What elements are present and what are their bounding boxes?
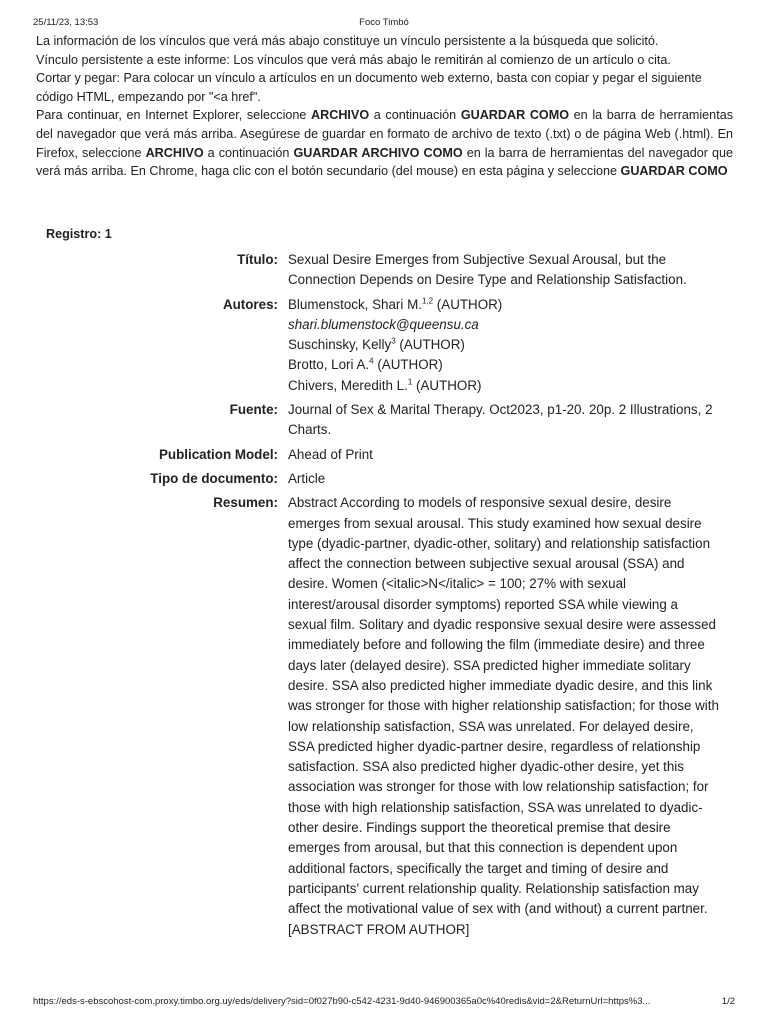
author-list: [288, 295, 720, 396]
author-role: (AUTHOR): [373, 357, 443, 373]
author-name: Suschinsky, Kelly: [288, 337, 392, 353]
abstract-text: Abstract According to models of responsive sexual desire, desire emerges from sexual arousal. This study examined how sexual desire type (dyadic-partner, dyadic-other, solitary) and relationship satisfaction affect the connection between subjective sexual arousal (SSA) and desire. Women (<italic>N</italic> = 100; 27% with sexual interest/arousal disorder symptoms) reported SSA while viewing a sexual film. Solitary and dyadic responsive sexual desire were assessed immediately before and following the film (immediate desire) and three days later (delayed desire). SSA predicted higher immediate solitary desire. SSA also predicted higher immediate dyadic desire, and this link was stronger for those with higher relationship satisfaction; for those with low relationship satisfaction, SSA was unrelated. For delayed desire, SSA predicted higher dyadic-partner desire, regardless of relationship satisfaction. SSA also predicted higher dyadic-other desire, yet this association was stronger for those with low relationship satisfaction; for those with high relationship satisfaction, SSA was unrelated to dyadic-other desire. Findings support the theoretical premise that desire emerges from arousal, but that this connection is dependent upon additional factors, specifically the target and timing of desire and participants' current relationship quality. Relationship satisfaction may affect the motivational value of sex with (and without) a current partner. [ABSTRACT FROM AUTHOR]: [288, 495, 719, 937]
author-name: Chivers, Meredith L.: [288, 377, 408, 393]
author-role: (AUTHOR): [433, 296, 503, 312]
author-role: (AUTHOR): [412, 377, 482, 393]
field-abstract: [40, 493, 730, 940]
field-label: Resumen:: [213, 495, 278, 511]
author-name: Blumenstock, Shari M.: [288, 296, 422, 312]
intro-text: en la barra de herramientas del navegador que verá más arriba. Asegúrese de guardar en formato de archivo de texto (.txt) o de página Web (.html). En Firefox, seleccione: [36, 108, 733, 160]
record-number: Registro: 1: [46, 227, 112, 241]
print-url: https://eds-s-ebscohost-com.proxy.timbo.org.uy/eds/delivery?sid=0f027b90-c542-4231-9d40-946900365a0c%40redis&vid=2&ReturnUrl=https%3...: [33, 996, 651, 1007]
publication-model: Ahead of Print: [288, 446, 373, 462]
source-citation: Journal of Sex & Marital Therapy. Oct2023, p1-20. 20p. 2 Illustrations, 2 Charts.: [288, 402, 713, 438]
field-label: Tipo de documento:: [150, 470, 278, 486]
intro-paragraph-2: Vínculo persistente a este informe: Los vínculos que verá más abajo le remitirán al comienzo de un artículo o cita.: [36, 52, 671, 67]
menu-term-guardar-como: GUARDAR COMO: [460, 108, 570, 123]
field-label: Título:: [237, 252, 278, 267]
author-role: (AUTHOR): [395, 337, 465, 353]
intro-paragraph-1: La información de los vínculos que verá más abajo constituye un vínculo persistente a la búsqueda que solicitó.: [36, 34, 659, 48]
author-affiliation: 1: [407, 377, 413, 387]
page-number: 1/2: [721, 996, 735, 1007]
menu-term-guardar-archivo-como: GUARDAR ARCHIVO COMO: [293, 145, 463, 160]
field-title: [40, 250, 730, 291]
field-label: Fuente:: [229, 402, 278, 418]
intro-text: Para continuar, en Internet Explorer, seleccione: [36, 108, 312, 123]
author-item: [288, 295, 720, 315]
print-footer: [33, 996, 735, 1008]
document-type: Article: [288, 470, 326, 486]
field-authors: [40, 295, 730, 396]
author-name: Brotto, Lori A.: [288, 357, 370, 373]
author-affiliation: 3: [391, 336, 396, 346]
menu-term-archivo: ARCHIVO: [311, 108, 370, 123]
intro-paragraph-4: [36, 106, 733, 180]
author-item: [288, 376, 720, 396]
menu-term-archivo: ARCHIVO: [145, 145, 204, 160]
author-affiliation: 4: [369, 357, 374, 367]
author-item: [288, 355, 720, 375]
print-header: [33, 17, 735, 29]
print-datetime: 25/11/23, 13:53: [33, 17, 99, 28]
article-title: Sexual Desire Emerges from Subjective Sexual Arousal, but the Connection Depends on Desire Type and Relationship Satisfaction.: [288, 252, 687, 288]
field-label: Autores:: [222, 296, 278, 312]
field-source: [40, 400, 730, 441]
record-details: [40, 250, 730, 940]
author-email: shari.blumenstock@queensu.ca: [288, 316, 479, 332]
intro-paragraph-3: Cortar y pegar: Para colocar un vínculo a artículos en un documento web externo, basta con copiar y pegar el siguiente código HTML, empezando por "<a href".: [36, 71, 702, 104]
intro-text: a continuación: [203, 145, 294, 160]
field-publication-model: [40, 445, 730, 465]
author-affiliation: 1,2: [421, 296, 434, 306]
field-document-type: [40, 469, 730, 489]
author-item: [288, 335, 720, 355]
intro-instructions: [36, 32, 733, 181]
field-label: Publication Model:: [158, 446, 278, 462]
menu-term-guardar-como: GUARDAR COMO: [620, 164, 728, 179]
intro-text: a continuación: [369, 108, 461, 123]
print-page-title: Foco Timbó: [359, 17, 409, 28]
intro-text: en la barra de herramientas del navegador que verá más arriba. En Chrome, haga clic con el botón secundario (del mouse) en esta página y seleccione: [36, 145, 733, 179]
